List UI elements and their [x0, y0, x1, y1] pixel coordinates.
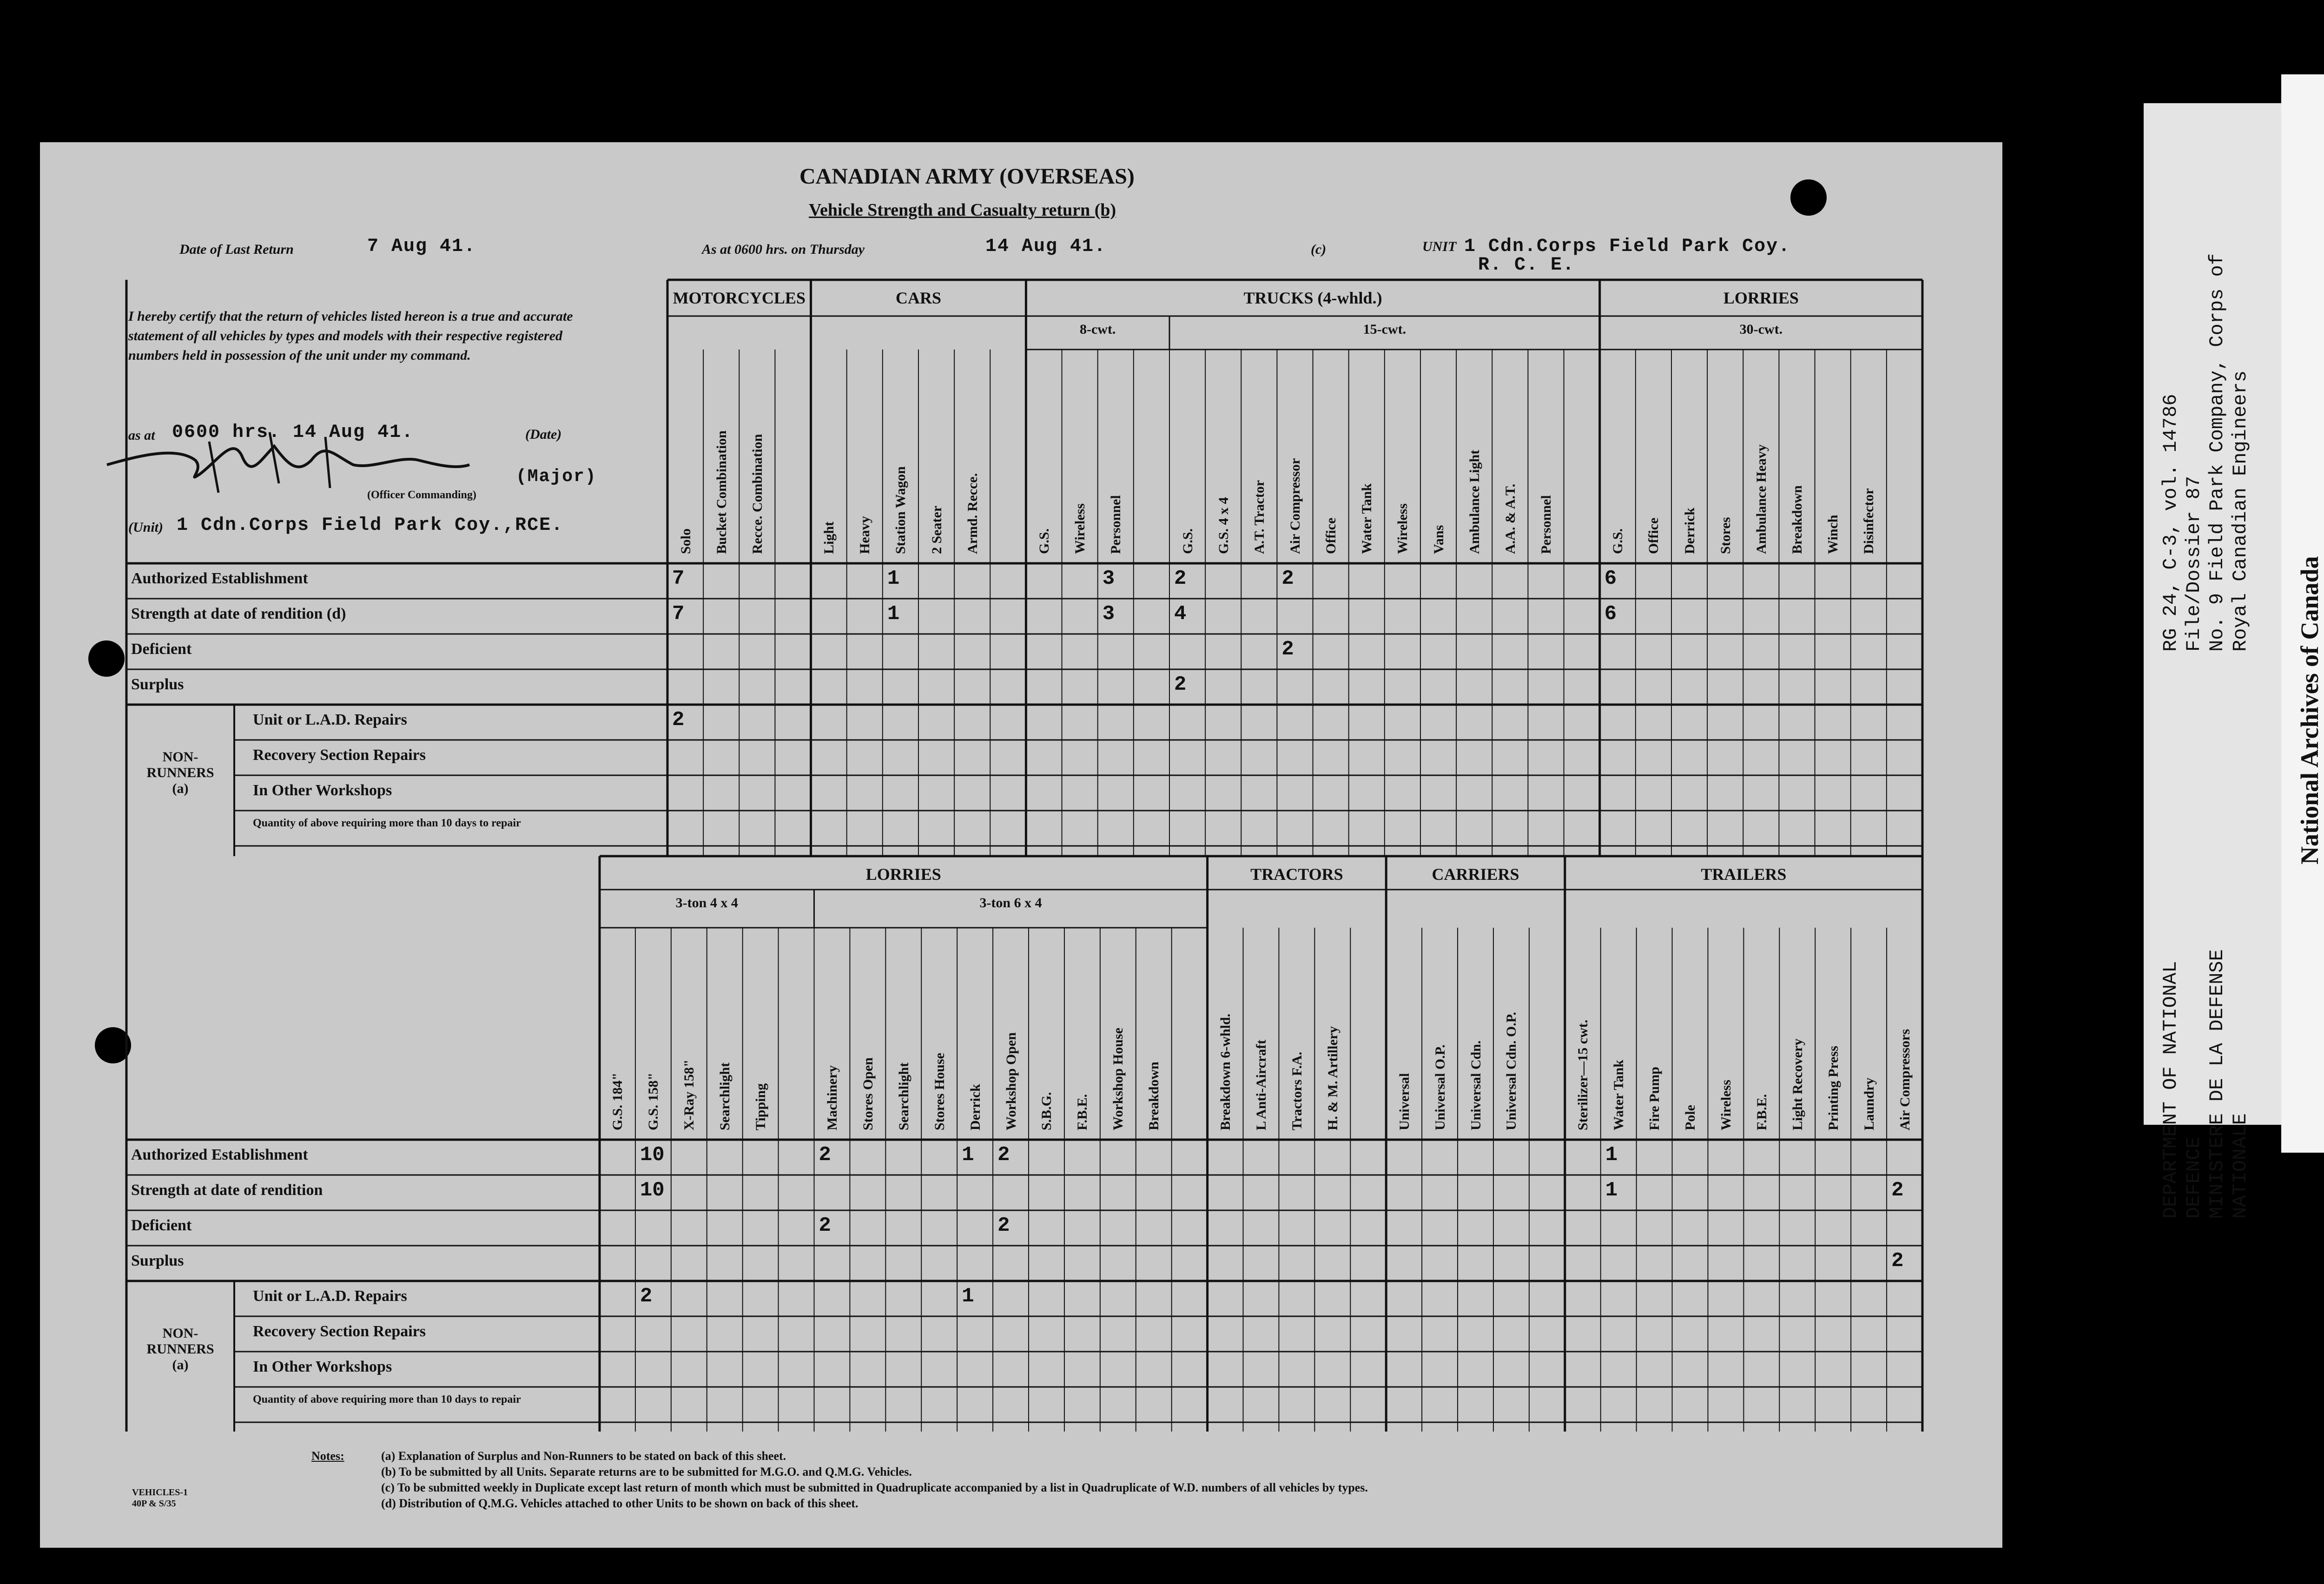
table-cell-value: 1	[887, 602, 900, 626]
archive-ref-2: File/Dossier 87	[2183, 475, 2205, 652]
row-label: Strength at date of rendition	[131, 1181, 323, 1199]
non-runners-label: NON-RUNNERS (a)	[146, 749, 214, 796]
column-header: Vans	[1431, 525, 1446, 554]
note-item: (d) Distribution of Q.M.G. Vehicles attached to other Units to be shown on back of this sheet.	[381, 1497, 858, 1510]
group-label: CARRIERS	[1432, 865, 1519, 884]
table-cell-value: 1	[962, 1143, 974, 1167]
column-header: Personnel	[1538, 495, 1554, 554]
certify-text: I hereby certify that the return of vehicles listed hereon is a true and accurate statement of all vehicles by types and models with their respective registered numbers held in possession of the unit under my command.	[128, 309, 573, 363]
column-header: Stores Open	[860, 1057, 876, 1130]
punch-hole-top	[1790, 179, 1827, 216]
as-at-suffix: (c)	[1311, 242, 1327, 257]
table-cell-value: 10	[640, 1143, 665, 1167]
column-header: Recce. Combination	[749, 434, 765, 554]
date-last-return-value: 7 Aug 41.	[367, 236, 476, 257]
column-header: H. & M. Artillery	[1325, 1026, 1340, 1130]
as-at-date-prefix: as at	[128, 428, 155, 443]
column-header: Bucket Combination	[713, 430, 729, 554]
note-item: (a) Explanation of Surplus and Non-Runners to be stated on back of this sheet.	[381, 1449, 786, 1463]
column-header: Light	[821, 521, 837, 554]
table-cell-value: 3	[1102, 567, 1115, 590]
column-header: Winch	[1825, 515, 1841, 554]
row-label: Recovery Section Repairs	[253, 1323, 426, 1340]
subgroup-label: 15-cwt.	[1363, 322, 1406, 337]
row-label: Quantity of above requiring more than 10 days to repair	[253, 817, 521, 829]
archives-label-card	[2281, 74, 2324, 1153]
row-label: Unit or L.A.D. Repairs	[253, 711, 407, 728]
date-last-return-label: Date of Last Return	[179, 242, 294, 257]
column-header: S.B.G.	[1039, 1092, 1055, 1130]
row-label: Recovery Section Repairs	[253, 746, 426, 764]
column-header: Universal Cdn. O.P.	[1504, 1012, 1519, 1130]
form-code-1: VEHICLES-1	[132, 1487, 188, 1498]
table-cell-value: 2	[672, 708, 685, 732]
column-header: G.S. 184"	[610, 1072, 626, 1130]
column-header: Universal	[1396, 1073, 1412, 1130]
rank-value: (Major)	[516, 467, 597, 487]
as-at-value: 14 Aug 41.	[985, 236, 1107, 257]
column-header: Machinery	[824, 1065, 840, 1130]
column-header: A.A. & A.T.	[1502, 483, 1518, 554]
table-cell-value: 1	[1605, 1143, 1618, 1167]
row-label: Authorized Establishment	[131, 1146, 308, 1163]
unit-value: 1 Cdn.Corps Field Park Coy.	[1464, 236, 1791, 257]
column-header: G.S.	[1037, 528, 1052, 554]
table-cell-value: 2	[819, 1214, 831, 1237]
table-cell-value: 2	[997, 1214, 1010, 1237]
table-cell-value: 7	[672, 602, 685, 626]
table-cell-value: 10	[640, 1179, 665, 1202]
subgroup-label: 3-ton 4 x 4	[675, 895, 738, 911]
column-header: X-Ray 158"	[681, 1059, 697, 1130]
column-header: Breakdown 6-whld.	[1218, 1013, 1234, 1130]
date-label: (Date)	[525, 427, 562, 442]
column-header: Searchlight	[717, 1062, 733, 1130]
column-header: F.B.E.	[1075, 1094, 1090, 1130]
column-header: Air Compressors	[1897, 1029, 1913, 1130]
archive-ref-4: Royal Canadian Engineers	[2229, 370, 2251, 652]
table-cell-value: 2	[1891, 1179, 1904, 1202]
group-label: TRACTORS	[1250, 865, 1343, 884]
form-code-2: 40P & S/35	[132, 1498, 176, 1509]
table-cell-value: 7	[672, 567, 685, 590]
table-cell-value: 2	[1281, 638, 1294, 661]
table-cell-value: 2	[1174, 567, 1187, 590]
column-header: Pole	[1683, 1105, 1698, 1130]
archives-label-en: National Archives of Canada	[2296, 556, 2324, 865]
subgroup-label: 30-cwt.	[1739, 322, 1783, 337]
group-label: TRAILERS	[1701, 865, 1787, 884]
column-header: Station Wagon	[893, 466, 909, 554]
subgroup-label: 8-cwt.	[1079, 322, 1116, 337]
column-header: Ambulance Heavy	[1753, 444, 1769, 554]
archive-dept-1: DEPARTMENT OF NATIONAL	[2159, 961, 2182, 1219]
column-header: Laundry	[1861, 1077, 1877, 1130]
non-runners-label: NON-RUNNERS (a)	[146, 1326, 214, 1373]
note-item: (b) To be submitted by all Units. Separate returns are to be submitted for M.G.O. and Q.M.G. Vehicles.	[381, 1465, 912, 1478]
archive-ref-1: RG 24, C-3, vol. 14786	[2159, 394, 2182, 652]
unit-line-value: 1 Cdn.Corps Field Park Coy.,RCE.	[177, 515, 564, 536]
column-header: Water Tank	[1359, 483, 1375, 554]
row-label: Strength at date of rendition (d)	[131, 605, 346, 622]
column-header: Searchlight	[896, 1062, 911, 1130]
column-header: Armd. Recce.	[964, 473, 980, 554]
column-header: Tractors F.A.	[1289, 1051, 1305, 1130]
column-header: Workshop House	[1110, 1028, 1126, 1130]
row-label: Deficient	[131, 640, 192, 658]
table-cell-value: 2	[997, 1143, 1010, 1167]
unit-label: UNIT	[1422, 239, 1457, 254]
archive-dept-2: DEFENCE	[2183, 1136, 2205, 1219]
column-header: Universal Cdn.	[1468, 1040, 1484, 1130]
archive-dept-3: MINISTERE DE LA DEFENSE	[2206, 949, 2228, 1219]
column-header: Derrick	[967, 1084, 983, 1130]
row-label: In Other Workshops	[253, 782, 392, 799]
table-cell-value: 2	[1281, 567, 1294, 590]
column-header: Wireless	[1718, 1080, 1734, 1130]
row-label: Deficient	[131, 1217, 192, 1234]
column-header: G.S.	[1610, 528, 1626, 554]
column-header: Wireless	[1395, 503, 1411, 554]
column-header: Breakdown	[1146, 1062, 1162, 1130]
column-header: Workshop Open	[1003, 1032, 1019, 1130]
as-at-date-value: 0600 hrs. 14 Aug 41.	[172, 422, 414, 443]
table-cell-value: 4	[1174, 602, 1187, 626]
row-label: Surplus	[131, 676, 184, 693]
column-header: Breakdown	[1789, 485, 1805, 554]
group-label: CARS	[895, 289, 941, 307]
group-label: LORRIES	[865, 865, 941, 884]
group-label: LORRIES	[1723, 289, 1799, 307]
row-label: Unit or L.A.D. Repairs	[253, 1287, 407, 1305]
column-header: Solo	[678, 528, 693, 554]
form-title: CANADIAN ARMY (OVERSEAS)	[799, 164, 1135, 189]
column-header: A.T. Tractor	[1251, 480, 1267, 554]
notes-label: Notes:	[311, 1449, 344, 1463]
table-cell-value: 6	[1604, 567, 1617, 590]
row-label: Quantity of above requiring more than 10 days to repair	[253, 1393, 521, 1406]
column-header: Water Tank	[1611, 1059, 1627, 1130]
column-header: Stores House	[931, 1053, 947, 1130]
table-cell-value: 3	[1102, 602, 1115, 626]
unit-value-2: R. C. E.	[1478, 255, 1575, 276]
column-header: Sterilizer—15 cwt.	[1575, 1019, 1591, 1130]
column-header: Air Compressor	[1287, 458, 1303, 554]
table-cell-value: 6	[1604, 602, 1617, 626]
archive-reference-card	[2144, 103, 2281, 1219]
column-header: F.B.E.	[1754, 1094, 1769, 1130]
punch-hole-left-top	[88, 640, 125, 677]
table-cell-value: 2	[1891, 1249, 1904, 1273]
group-label: TRUCKS (4-whld.)	[1243, 289, 1382, 307]
column-header: Tipping	[753, 1083, 769, 1130]
as-at-label: As at 0600 hrs. on Thursday	[702, 242, 865, 257]
column-header: Disinfector	[1861, 488, 1877, 554]
column-header: Stores	[1717, 517, 1733, 554]
column-header: L Anti-Aircraft	[1254, 1039, 1269, 1130]
column-header: Fire Pump	[1647, 1067, 1663, 1130]
column-header: Personnel	[1108, 495, 1124, 554]
archive-dept-4: NATIONALE	[2229, 1113, 2251, 1219]
form-subtitle: Vehicle Strength and Casualty return (b)	[809, 200, 1116, 220]
column-header: Office	[1323, 517, 1339, 554]
note-item: (c) To be submitted weekly in Duplicate except last return of month which must be submitted in Quadruplicate accompanied by a list in Quadruplicate of W.D. numbers of all vehicles by types.	[381, 1481, 1368, 1494]
column-header: Heavy	[857, 516, 873, 554]
table-cell-value: 1	[1605, 1179, 1618, 1202]
row-label: Surplus	[131, 1252, 184, 1269]
table-cell-value: 2	[1174, 673, 1187, 696]
row-label: Authorized Establishment	[131, 570, 308, 587]
group-label: MOTORCYCLES	[673, 289, 805, 307]
column-header: G.S. 4 x 4	[1215, 497, 1231, 554]
column-header: Ambulance Light	[1466, 449, 1482, 554]
table-cell-value: 2	[640, 1285, 653, 1308]
archive-ref-3: No. 9 Field Park Company, Corps of	[2206, 253, 2228, 652]
subgroup-label: 3-ton 6 x 4	[979, 895, 1042, 911]
column-header: G.S.	[1180, 528, 1195, 554]
table-cell-value: 1	[962, 1285, 974, 1308]
officer-label: (Officer Commanding)	[367, 489, 476, 501]
table-cell-value: 1	[887, 567, 900, 590]
column-header: Derrick	[1682, 508, 1697, 554]
punch-hole-left-bottom	[95, 1027, 131, 1063]
row-label: In Other Workshops	[253, 1358, 392, 1375]
column-header: Wireless	[1072, 503, 1088, 554]
column-header: Office	[1646, 517, 1662, 554]
table-cell-value: 2	[819, 1143, 831, 1167]
column-header: G.S. 158"	[646, 1072, 661, 1130]
column-header: Printing Press	[1825, 1046, 1841, 1130]
column-header: Universal O.P.	[1432, 1044, 1448, 1130]
column-header: 2 Seater	[929, 505, 944, 554]
column-header: Light Recovery	[1789, 1038, 1805, 1130]
unit-line-label: (Unit)	[128, 520, 163, 535]
